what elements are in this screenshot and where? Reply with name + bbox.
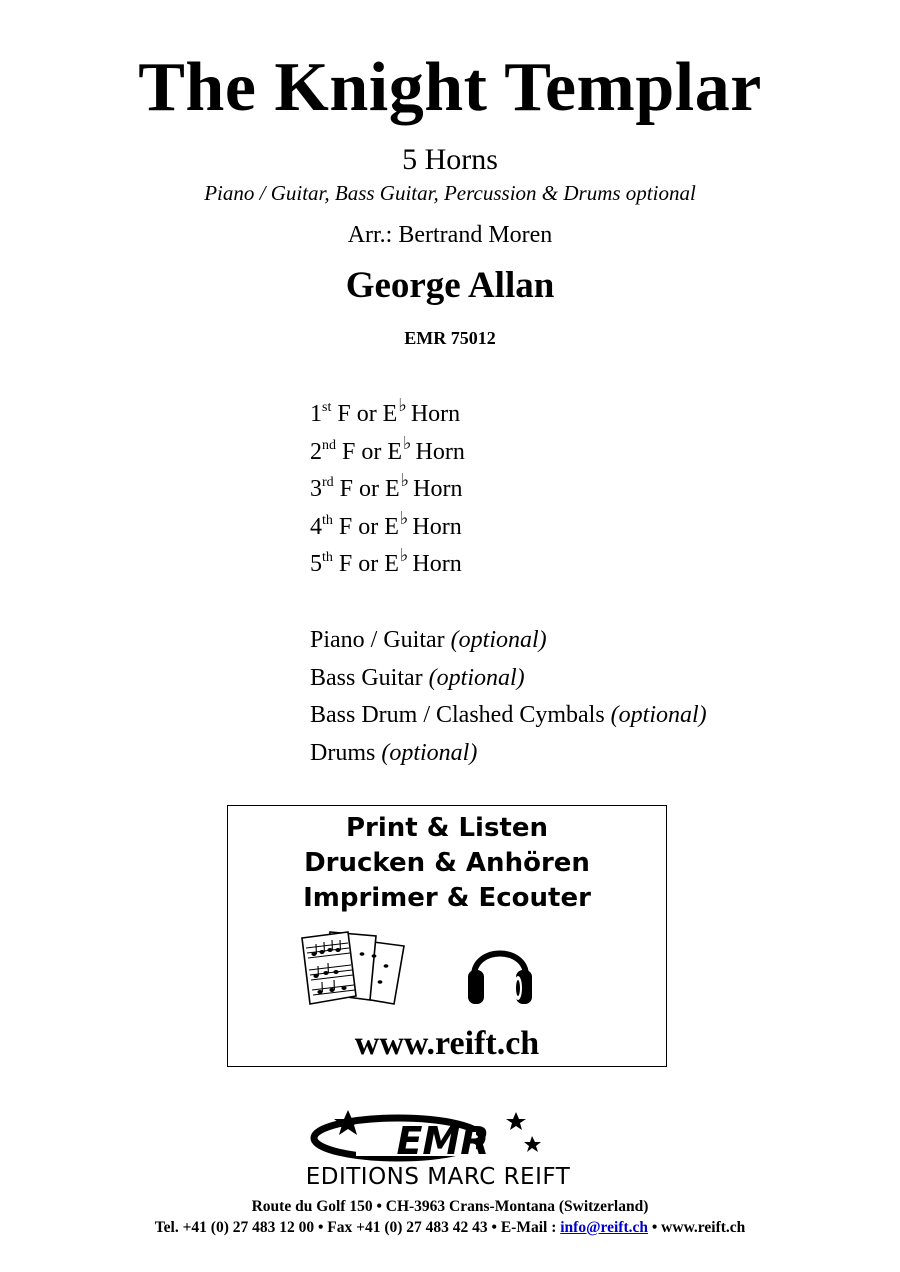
- optional-parts-list: [310, 622, 707, 772]
- flat-sign-icon: ♭: [399, 545, 409, 567]
- website-url[interactable]: www.reift.ch: [354, 1025, 540, 1062]
- horn-parts-list: [310, 396, 465, 584]
- sheet-music-icon: [300, 926, 410, 1010]
- optional-part-item: Bass Guitar (optional): [310, 664, 525, 691]
- flat-sign-icon: ♭: [399, 507, 409, 529]
- horn-part-item: 1st F or E♭ Horn: [310, 395, 461, 427]
- print-listen-english: Print & Listen: [345, 813, 549, 843]
- print-listen-french: Imprimer & Ecouter: [303, 883, 591, 913]
- instrumentation-note: Piano / Guitar, Bass Guitar, Percussion & Drums optional: [204, 181, 696, 205]
- optional-part-item: Bass Drum / Clashed Cymbals (optional): [310, 702, 707, 729]
- optional-part-item: Drums (optional): [310, 739, 478, 766]
- email-link[interactable]: info@reift.ch: [560, 1219, 648, 1236]
- flat-sign-icon: ♭: [400, 470, 410, 492]
- flat-sign-icon: ♭: [403, 432, 412, 454]
- horn-part-item: 5th F or E♭ Horn: [310, 545, 462, 578]
- composer-name: George Allan: [345, 265, 555, 306]
- horn-part-item: 3rd F or E♭ Horn: [310, 470, 463, 503]
- horn-part-item: 4th F or E♭ Horn: [310, 507, 462, 540]
- emr-logo-text: EMR: [396, 1119, 490, 1163]
- optional-part-item: Piano / Guitar (optional): [310, 627, 547, 653]
- publisher-contact: Tel. +41 (0) 27 483 12 00 • Fax +41 (0) 27 483 42 43 • E-Mail : info@reift.ch • www.reift.ch: [154, 1219, 746, 1236]
- horn-part-item: 2nd F or E♭ Horn: [310, 432, 465, 465]
- headphones-icon: [466, 932, 534, 1010]
- publisher-address: Route du Golf 150 • CH-3963 Crans-Montana (Switzerland): [251, 1198, 649, 1215]
- publisher-name: EDITIONS MARC REIFT: [305, 1164, 571, 1190]
- page-title: The Knight Templar: [138, 49, 762, 126]
- print-and-listen-box: [227, 805, 667, 1067]
- ensemble-subtitle: 5 Horns: [402, 143, 498, 176]
- arranger-credit: Arr.: Bertrand Moren: [347, 222, 553, 248]
- print-listen-german: Drucken & Anhören: [304, 848, 590, 878]
- flat-sign-icon: ♭: [398, 395, 407, 416]
- publisher-logo: [248, 1108, 648, 1197]
- catalog-number: EMR 75012: [404, 328, 496, 348]
